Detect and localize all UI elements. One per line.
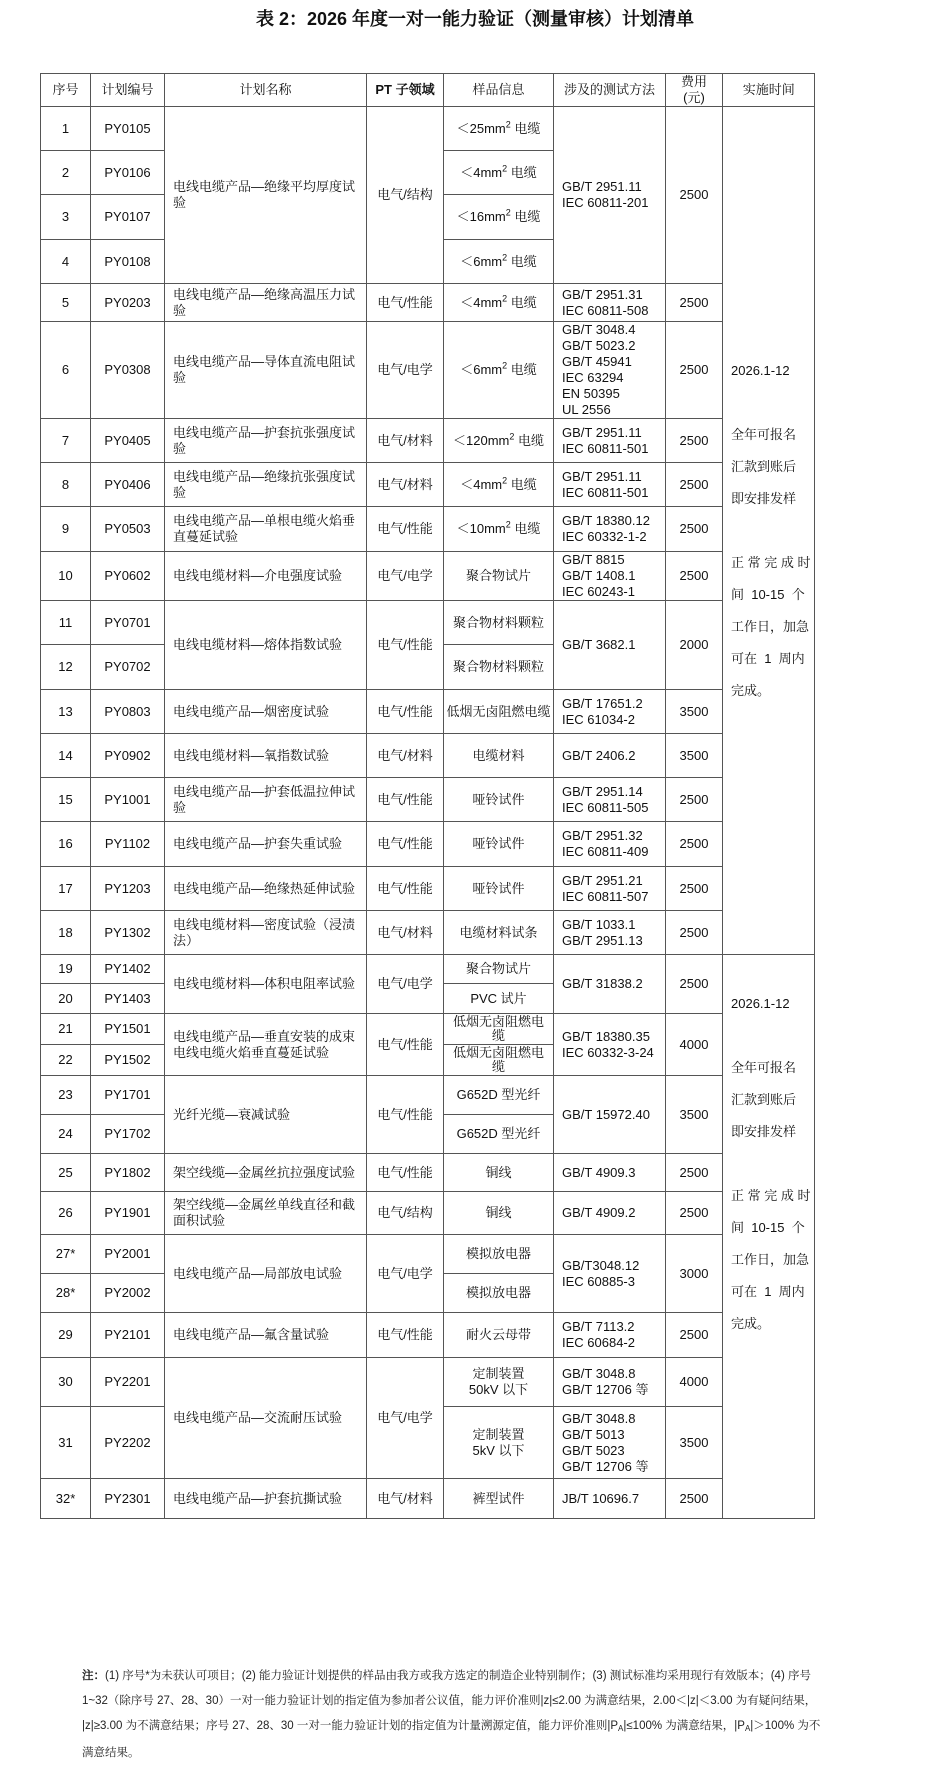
- cell-fee: 3500: [666, 690, 723, 734]
- cell-name: 架空线缆—金属丝单线直径和截面积试验: [165, 1192, 367, 1235]
- schedule-duration-2: 间 10-15 个: [731, 1220, 805, 1235]
- table-row: [41, 601, 815, 645]
- cell-seq: 21: [41, 1014, 91, 1045]
- cell-fee: 2500: [666, 1313, 723, 1358]
- cell-name: 光纤光缆—衰减试验: [165, 1076, 367, 1154]
- note-line-1: [82, 1664, 912, 1689]
- cell-seq: 2: [41, 151, 91, 195]
- cell-sample: 定制装置 5kV 以下: [444, 1407, 554, 1479]
- table-row: [41, 284, 815, 322]
- cell-method: GB/T 2406.2: [554, 734, 666, 778]
- cell-sample: 定制装置 50kV 以下: [444, 1358, 554, 1407]
- cell-code: PY1302: [91, 911, 165, 955]
- header-fee: [666, 74, 723, 107]
- cell-method: GB/T 3048.4 GB/T 5023.2 GB/T 45941 IEC 63294 EN 50395 UL 2556: [554, 322, 666, 419]
- cell-code: PY1403: [91, 984, 165, 1014]
- cell-name: 电线电缆产品—单根电缆火焰垂直蔓延试验: [165, 507, 367, 552]
- cell-name: 电线电缆产品—导体直流电阻试验: [165, 322, 367, 419]
- sample-text: ＜25mm: [456, 120, 506, 136]
- table-row: [41, 734, 815, 778]
- cell-seq: 25: [41, 1154, 91, 1192]
- cell-code: PY1701: [91, 1076, 165, 1115]
- page-title: 表 2：2026 年度一对一能力验证（测量审核）计划清单: [255, 9, 695, 29]
- sample-text: ＜4mm: [460, 294, 503, 310]
- table-row: [41, 911, 815, 955]
- table-row: [41, 322, 815, 419]
- cell-sample: PVC 试片: [444, 984, 554, 1014]
- sample-unit: 电缆: [507, 253, 537, 269]
- table-row: [41, 1313, 815, 1358]
- header-sample: 样品信息: [444, 74, 554, 107]
- cell-sample: G652D 型光纤: [444, 1115, 554, 1154]
- cell-method: GB/T 31838.2: [554, 955, 666, 1014]
- cell-method: GB/T 2951.32 IEC 60811-409: [554, 822, 666, 867]
- cell-method: GB/T 3682.1: [554, 601, 666, 690]
- table-row: [41, 1154, 815, 1192]
- sample-text: ＜4mm: [460, 476, 503, 492]
- sample-unit: 电缆: [507, 362, 537, 377]
- cell-seq: 19: [41, 955, 91, 984]
- plan-table: [40, 73, 815, 1519]
- cell-code: PY0902: [91, 734, 165, 778]
- cell-fee: 3000: [666, 1235, 723, 1313]
- cell-seq: 20: [41, 984, 91, 1014]
- cell-domain: 电气/性能: [367, 284, 444, 322]
- sample-unit: 电缆: [510, 209, 541, 224]
- cell-domain: 电气/电学: [367, 955, 444, 1014]
- cell-seq: 12: [41, 645, 91, 690]
- note-line-4: 满意结果。: [82, 1747, 140, 1759]
- header-fee-line2: (元): [683, 90, 705, 105]
- cell-sample: 聚合物材料颗粒: [444, 645, 554, 690]
- cell-seq: 15: [41, 778, 91, 822]
- cell-method: GB/T 4909.3: [554, 1154, 666, 1192]
- cell-fee: 3500: [666, 734, 723, 778]
- sample-sup: 2: [509, 431, 515, 442]
- cell-name: 电线电缆材料—密度试验（浸渍法）: [165, 911, 367, 955]
- note-text-1: (1) 序号*为未获认可项目；(2) 能力验证计划提供的样品由我方或我方选定的制造企业特别制作；(3) 测试标准均采用现行有效版本；(4) 序号: [105, 1670, 811, 1682]
- cell-seq: 18: [41, 911, 91, 955]
- cell-seq: 13: [41, 690, 91, 734]
- cell-code: PY1001: [91, 778, 165, 822]
- cell-code: PY0107: [91, 195, 165, 240]
- cell-code: PY0406: [91, 463, 165, 507]
- cell-fee: 4000: [666, 1014, 723, 1076]
- note-label: 注：: [82, 1670, 105, 1682]
- cell-code: PY1502: [91, 1045, 165, 1076]
- cell-seq: 27*: [41, 1235, 91, 1274]
- sample-text: ＜6mm: [460, 253, 503, 269]
- cell-seq: 6: [41, 322, 91, 419]
- cell-name: 电线电缆材料—熔体指数试验: [165, 601, 367, 690]
- cell-seq: 29: [41, 1313, 91, 1358]
- cell-sample: [444, 240, 554, 284]
- sample-text: ＜10mm: [456, 521, 506, 536]
- cell-sample: 裤型试件: [444, 1479, 554, 1519]
- spacer: [731, 395, 810, 411]
- sample-sup: 2: [502, 163, 508, 174]
- schedule-period: 2026.1-12: [731, 996, 790, 1011]
- cell-method: GB/T 2951.21 IEC 60811-507: [554, 867, 666, 911]
- sample-unit: 电缆: [507, 476, 537, 492]
- cell-code: PY0203: [91, 284, 165, 322]
- cell-seq: 31: [41, 1407, 91, 1479]
- cell-fee: 2500: [666, 284, 723, 322]
- cell-domain: 电气/性能: [367, 1313, 444, 1358]
- sample-sup: 2: [502, 360, 508, 371]
- table-row: [41, 867, 815, 911]
- table-row: [41, 1235, 815, 1274]
- table-row: [41, 955, 815, 984]
- cell-fee: 2500: [666, 911, 723, 955]
- sample-text: ＜16mm: [456, 209, 506, 224]
- sample-unit: 电缆: [507, 294, 537, 310]
- table-row: [41, 822, 815, 867]
- note-subscript: A: [744, 1724, 751, 1733]
- cell-domain: 电气/材料: [367, 419, 444, 463]
- cell-name: 电线电缆产品—氟含量试验: [165, 1313, 367, 1358]
- cell-code: PY0701: [91, 601, 165, 645]
- schedule-duration-5: 完成。: [731, 682, 771, 698]
- cell-code: PY0803: [91, 690, 165, 734]
- header-row: [41, 74, 815, 107]
- cell-fee: 2000: [666, 601, 723, 690]
- cell-code: PY2002: [91, 1274, 165, 1313]
- table-row: [41, 778, 815, 822]
- cell-domain: 电气/性能: [367, 507, 444, 552]
- cell-code: PY1203: [91, 867, 165, 911]
- cell-sample: 聚合物试片: [444, 955, 554, 984]
- cell-method: GB/T 7113.2 IEC 60684-2: [554, 1313, 666, 1358]
- header-code: 计划编号: [91, 74, 165, 107]
- sample-unit: 电缆: [514, 432, 544, 448]
- cell-fee: 2500: [666, 1479, 723, 1519]
- cell-sample: [444, 284, 554, 322]
- cell-seq: 1: [41, 107, 91, 151]
- cell-fee: 2500: [666, 463, 723, 507]
- header-domain: [367, 74, 444, 107]
- cell-domain: 电气/结构: [367, 107, 444, 284]
- table-row: [41, 1358, 815, 1407]
- table-row: [41, 690, 815, 734]
- cell-seq: 11: [41, 601, 91, 645]
- cell-code: PY0108: [91, 240, 165, 284]
- cell-name: 电线电缆产品—烟密度试验: [165, 690, 367, 734]
- cell-method: GB/T 2951.31 IEC 60811-508: [554, 284, 666, 322]
- cell-domain: 电气/材料: [367, 911, 444, 955]
- cell-sample: [444, 322, 554, 419]
- cell-sample: 铜线: [444, 1154, 554, 1192]
- sample-text: ＜4mm: [460, 164, 503, 180]
- cell-sample: 哑铃试件: [444, 867, 554, 911]
- cell-method: GB/T 2951.11 IEC 60811-201: [554, 107, 666, 284]
- cell-code: PY1702: [91, 1115, 165, 1154]
- note-subscript: A: [618, 1724, 624, 1733]
- cell-domain: 电气/电学: [367, 1235, 444, 1313]
- schedule-enroll-3: 即安排发样: [731, 490, 797, 506]
- cell-name: 电线电缆产品—护套抗张强度试验: [165, 419, 367, 463]
- cell-code: PY0105: [91, 107, 165, 151]
- cell-sample: G652D 型光纤: [444, 1076, 554, 1115]
- cell-method: GB/T 4909.2: [554, 1192, 666, 1235]
- cell-method: GB/T 1033.1 GB/T 2951.13: [554, 911, 666, 955]
- cell-domain: 电气/性能: [367, 867, 444, 911]
- cell-seq: 23: [41, 1076, 91, 1115]
- cell-seq: 28*: [41, 1274, 91, 1313]
- spacer: [731, 1028, 810, 1044]
- table-row: [41, 1076, 815, 1115]
- schedule-enroll-3: 即安排发样: [731, 1124, 797, 1139]
- cell-sample: 聚合物试片: [444, 552, 554, 601]
- cell-domain: 电气/材料: [367, 1479, 444, 1519]
- cell-seq: 16: [41, 822, 91, 867]
- schedule-period: 2026.1-12: [731, 362, 790, 378]
- cell-name: 电线电缆产品—交流耐压试验: [165, 1358, 367, 1479]
- sample-sup: 2: [505, 519, 511, 530]
- cell-domain: 电气/性能: [367, 1014, 444, 1076]
- cell-code: PY2202: [91, 1407, 165, 1479]
- cell-method: GB/T 8815 GB/T 1408.1 IEC 60243-1: [554, 552, 666, 601]
- cell-domain: 电气/性能: [367, 601, 444, 690]
- sample-unit: 电缆: [510, 120, 541, 136]
- cell-seq: 26: [41, 1192, 91, 1235]
- cell-schedule: [723, 955, 815, 1519]
- cell-method: GB/T 2951.14 IEC 60811-505: [554, 778, 666, 822]
- sample-sup: 2: [505, 207, 511, 218]
- cell-domain: 电气/材料: [367, 463, 444, 507]
- cell-fee: 2500: [666, 419, 723, 463]
- cell-name: 电线电缆产品—绝缘平均厚度试验: [165, 107, 367, 284]
- cell-name: 电线电缆产品—护套低温拉伸试验: [165, 778, 367, 822]
- cell-domain: 电气/电学: [367, 552, 444, 601]
- sample-sup: 2: [502, 293, 508, 304]
- table-row: [41, 507, 815, 552]
- sample-sup: 2: [502, 475, 508, 486]
- cell-seq: 24: [41, 1115, 91, 1154]
- schedule-enroll-2: 汇款到账后: [731, 458, 797, 474]
- schedule-duration-1: 正 常 完 成 时: [731, 1188, 811, 1203]
- cell-fee: 2500: [666, 1154, 723, 1192]
- cell-name: 电线电缆产品—绝缘高温压力试验: [165, 284, 367, 322]
- table-row: [41, 463, 815, 507]
- table-row: [41, 419, 815, 463]
- cell-name: 电线电缆产品—护套抗撕试验: [165, 1479, 367, 1519]
- cell-sample: 低烟无卤阻燃电缆: [444, 1014, 554, 1045]
- cell-schedule: [723, 107, 815, 955]
- cell-domain: 电气/性能: [367, 778, 444, 822]
- cell-sample: 模拟放电器: [444, 1274, 554, 1313]
- cell-method: GB/T 18380.12 IEC 60332-1-2: [554, 507, 666, 552]
- cell-domain: 电气/结构: [367, 1192, 444, 1235]
- cell-sample: [444, 463, 554, 507]
- cell-sample: 耐火云母带: [444, 1313, 554, 1358]
- spacer: [731, 523, 810, 539]
- cell-method: GB/T 18380.35 IEC 60332-3-24: [554, 1014, 666, 1076]
- cell-seq: 17: [41, 867, 91, 911]
- cell-name: 架空线缆—金属丝抗拉强度试验: [165, 1154, 367, 1192]
- cell-domain: 电气/性能: [367, 822, 444, 867]
- cell-sample: [444, 107, 554, 151]
- cell-sample: 低烟无卤阻燃电缆: [444, 690, 554, 734]
- cell-seq: 3: [41, 195, 91, 240]
- footnotes: [82, 1664, 912, 1766]
- cell-code: PY0405: [91, 419, 165, 463]
- cell-sample: 电缆材料: [444, 734, 554, 778]
- cell-code: PY2301: [91, 1479, 165, 1519]
- cell-method: GB/T3048.12 IEC 60885-3: [554, 1235, 666, 1313]
- cell-code: PY1102: [91, 822, 165, 867]
- cell-code: PY0308: [91, 322, 165, 419]
- table-row: [41, 1192, 815, 1235]
- cell-fee: 2500: [666, 322, 723, 419]
- schedule-duration-5: 完成。: [731, 1316, 771, 1331]
- cell-fee: 2500: [666, 955, 723, 1014]
- cell-fee: 4000: [666, 1358, 723, 1407]
- cell-method: GB/T 2951.11 IEC 60811-501: [554, 419, 666, 463]
- cell-method: GB/T 3048.8 GB/T 12706 等: [554, 1358, 666, 1407]
- cell-sample: 低烟无卤阻燃电缆: [444, 1045, 554, 1076]
- cell-fee: 2500: [666, 552, 723, 601]
- cell-sample: [444, 419, 554, 463]
- cell-domain: 电气/性能: [367, 1154, 444, 1192]
- schedule-duration-1: 正 常 完 成 时: [731, 554, 811, 570]
- cell-sample: 哑铃试件: [444, 822, 554, 867]
- cell-name: 电线电缆产品—护套失重试验: [165, 822, 367, 867]
- sample-unit: 电缆: [510, 521, 541, 536]
- cell-seq: 32*: [41, 1479, 91, 1519]
- table-row: [41, 1014, 815, 1045]
- cell-code: PY0503: [91, 507, 165, 552]
- cell-name: 电线电缆材料—体积电阻率试验: [165, 955, 367, 1014]
- note-line-2: 1~32（除序号 27、28、30）一对一能力验证计划的指定值为参加者公议值，能力评价准则|z|≤2.00 为满意结果，2.00＜|z|＜3.00 为有疑问结果，: [82, 1695, 817, 1707]
- cell-sample: 模拟放电器: [444, 1235, 554, 1274]
- header-name: 计划名称: [165, 74, 367, 107]
- cell-domain: 电气/性能: [367, 1076, 444, 1154]
- cell-method: GB/T 2951.11 IEC 60811-501: [554, 463, 666, 507]
- cell-seq: 10: [41, 552, 91, 601]
- cell-sample: [444, 195, 554, 240]
- cell-seq: 7: [41, 419, 91, 463]
- cell-sample: 哑铃试件: [444, 778, 554, 822]
- cell-fee: 2500: [666, 107, 723, 284]
- note-text-3a: |z|≥3.00 为不满意结果；序号 27、28、30 一对一能力验证计划的指定值为计量溯源定值，能力评价准则|P: [82, 1720, 619, 1732]
- cell-code: PY2201: [91, 1358, 165, 1407]
- cell-sample: [444, 507, 554, 552]
- note-text-3c: |＞100% 为不: [750, 1720, 821, 1732]
- cell-fee: 2500: [666, 1192, 723, 1235]
- header-method: 涉及的测试方法: [554, 74, 666, 107]
- cell-name: 电线电缆产品—绝缘抗张强度试验: [165, 463, 367, 507]
- cell-seq: 4: [41, 240, 91, 284]
- cell-seq: 9: [41, 507, 91, 552]
- cell-domain: 电气/电学: [367, 322, 444, 419]
- cell-sample: 电缆材料试条: [444, 911, 554, 955]
- cell-fee: 2500: [666, 867, 723, 911]
- cell-domain: 电气/性能: [367, 690, 444, 734]
- cell-code: PY1901: [91, 1192, 165, 1235]
- cell-name: 电线电缆材料—氧指数试验: [165, 734, 367, 778]
- cell-name: 电线电缆产品—局部放电试验: [165, 1235, 367, 1313]
- sample-sup: 2: [505, 119, 511, 130]
- cell-fee: 2500: [666, 778, 723, 822]
- note-line-3: [82, 1714, 912, 1741]
- sample-text: ＜6mm: [460, 362, 503, 377]
- sample-sup: 2: [502, 252, 508, 263]
- schedule-duration-4: 可在 1 周内: [731, 650, 805, 666]
- cell-seq: 22: [41, 1045, 91, 1076]
- cell-fee: 2500: [666, 822, 723, 867]
- schedule-enroll-1: 全年可报名: [731, 426, 797, 442]
- cell-name: 电线电缆材料—介电强度试验: [165, 552, 367, 601]
- cell-sample: [444, 151, 554, 195]
- cell-sample: 铜线: [444, 1192, 554, 1235]
- header-domain-text: PT 子领域: [375, 82, 435, 97]
- sample-text: ＜120mm: [453, 432, 510, 448]
- cell-code: PY1802: [91, 1154, 165, 1192]
- cell-name: 电线电缆产品—垂直安装的成束电线电缆火焰垂直蔓延试验: [165, 1014, 367, 1076]
- schedule-enroll-1: 全年可报名: [731, 1060, 797, 1075]
- cell-code: PY1402: [91, 955, 165, 984]
- cell-method: GB/T 15972.40: [554, 1076, 666, 1154]
- cell-method: GB/T 3048.8 GB/T 5013 GB/T 5023 GB/T 12706 等: [554, 1407, 666, 1479]
- cell-fee: 3500: [666, 1076, 723, 1154]
- cell-code: PY0702: [91, 645, 165, 690]
- cell-domain: 电气/材料: [367, 734, 444, 778]
- cell-sample: 聚合物材料颗粒: [444, 601, 554, 645]
- cell-fee: 2500: [666, 507, 723, 552]
- header-time: 实施时间: [723, 74, 815, 107]
- cell-seq: 30: [41, 1358, 91, 1407]
- spacer: [731, 1156, 810, 1172]
- schedule-enroll-2: 汇款到账后: [731, 1092, 797, 1107]
- cell-method: GB/T 17651.2 IEC 61034-2: [554, 690, 666, 734]
- cell-code: PY2101: [91, 1313, 165, 1358]
- header-fee-line1: 费用: [680, 74, 707, 89]
- cell-code: PY0106: [91, 151, 165, 195]
- sample-unit: 电缆: [507, 164, 537, 180]
- table-row: [41, 1479, 815, 1519]
- cell-code: PY1501: [91, 1014, 165, 1045]
- note-text-3b: |≤100% 为满意结果，|P: [623, 1720, 745, 1732]
- cell-seq: 14: [41, 734, 91, 778]
- table-row: [41, 107, 815, 151]
- cell-code: PY2001: [91, 1235, 165, 1274]
- cell-method: JB/T 10696.7: [554, 1479, 666, 1519]
- cell-seq: 5: [41, 284, 91, 322]
- schedule-duration-4: 可在 1 周内: [731, 1284, 805, 1299]
- cell-fee: 3500: [666, 1407, 723, 1479]
- cell-domain: 电气/电学: [367, 1358, 444, 1479]
- header-seq: 序号: [41, 74, 91, 107]
- cell-seq: 8: [41, 463, 91, 507]
- table-row: [41, 552, 815, 601]
- cell-code: PY0602: [91, 552, 165, 601]
- schedule-duration-3: 工作日，加急: [731, 1252, 810, 1267]
- schedule-duration-2: 间 10-15 个: [731, 586, 805, 602]
- schedule-duration-3: 工作日，加急: [731, 618, 810, 634]
- cell-name: 电线电缆产品—绝缘热延伸试验: [165, 867, 367, 911]
